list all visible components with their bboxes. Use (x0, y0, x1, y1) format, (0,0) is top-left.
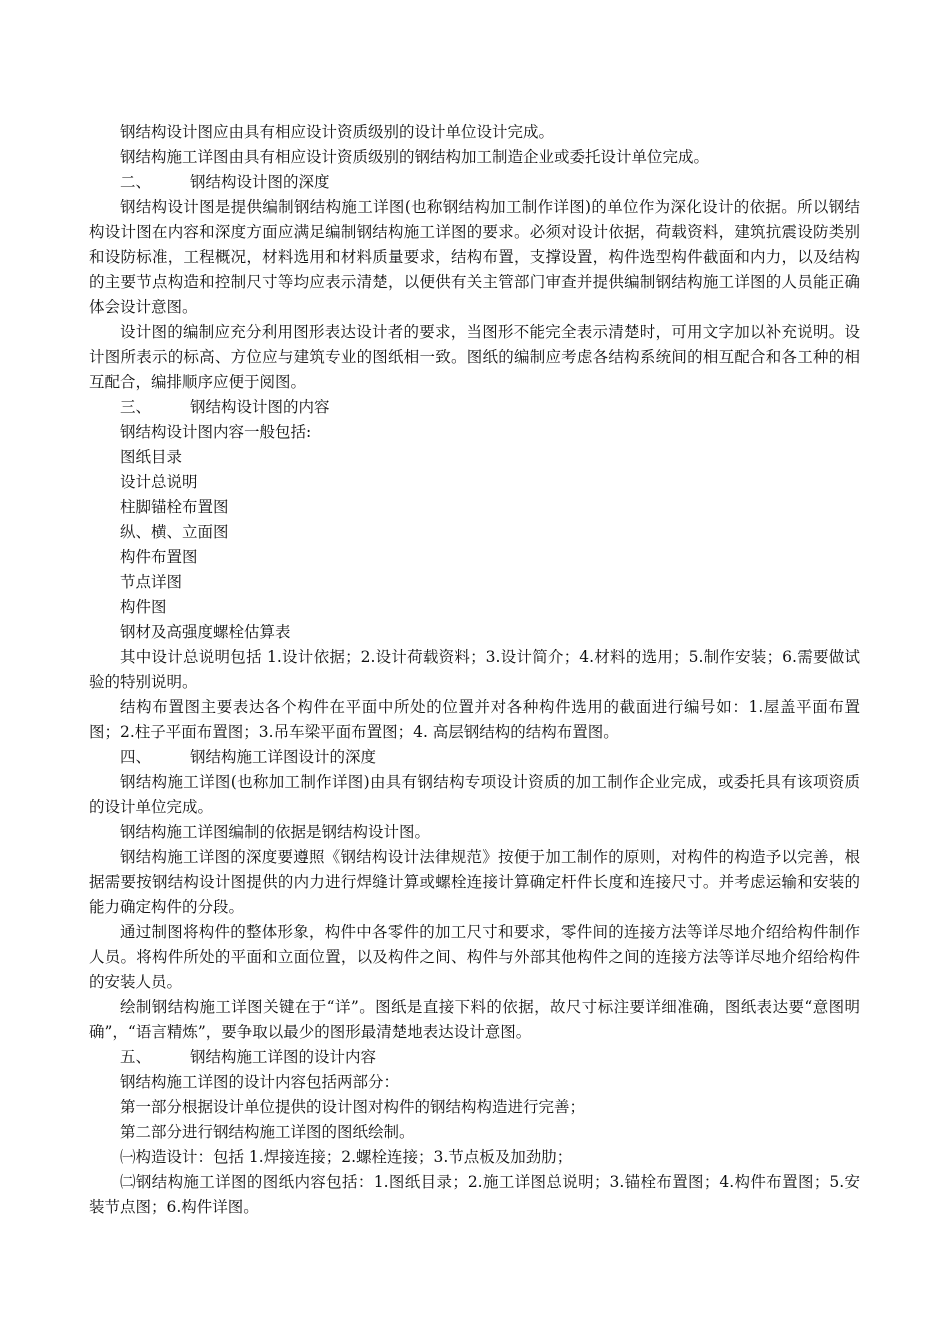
paragraph: 通过制图将构件的整体形象，构件中各零件的加工尺寸和要求，零件间的连接方法等详尽地介绍给构件制作人员。将构件所处的平面和立面位置，以及构件之间、构件与外部其他构件之间的连接方法等详尽地介绍给构件的安装人员。 (89, 923, 860, 991)
section-number: 五、 (120, 1048, 152, 1066)
section-heading (89, 745, 860, 770)
paragraph: 钢结构施工详图(也称加工制作详图)由具有钢结构专项设计资质的加工制作企业完成，或委托具有该项资质的设计单位完成。 (89, 773, 860, 816)
section-heading (89, 170, 860, 195)
paragraph: 构件布置图 (120, 548, 198, 566)
paragraph: 柱脚锚栓布置图 (120, 498, 229, 516)
section-heading (89, 395, 860, 420)
paragraph: 钢结构施工详图由具有相应设计资质级别的钢结构加工制造企业或委托设计单位完成。 (120, 148, 710, 166)
paragraph: 结构布置图主要表达各个构件在平面中所处的位置并对各种构件选用的截面进行编号如：1.屋盖平面布置图；2.柱子平面布置图；3.吊车梁平面布置图；4. 高层钢结构的结构布置图。 (89, 698, 860, 741)
paragraph: 图纸目录 (120, 448, 183, 466)
section-title: 钢结构设计图的内容 (190, 398, 330, 416)
paragraph: 钢结构施工详图的设计内容包括两部分： (120, 1073, 400, 1091)
section-heading (89, 1045, 860, 1070)
section-title: 钢结构施工详图设计的深度 (190, 748, 377, 766)
paragraph: ㈡钢结构施工详图的图纸内容包括：1.图纸目录；2.施工详图总说明；3.锚栓布置图；4.构件布置图；5.安装节点图；6.构件详图。 (89, 1173, 860, 1216)
paragraph: 第一部分根据设计单位提供的设计图对构件的钢结构构造进行完善； (120, 1098, 586, 1116)
section-title: 钢结构施工详图的设计内容 (190, 1048, 377, 1066)
paragraph: 钢结构设计图是提供编制钢结构施工详图(也称钢结构加工制作详图)的单位作为深化设计的依据。所以钢结构设计图在内容和深度方面应满足编制钢结构施工详图的要求。必须对设计依据，荷载资料，建筑抗震设防类别和设防标准，工程概况，材料选用和材料质量要求，结构布置，支撑设置，构件选型构件截面和内力，以及结构的主要节点构造和控制尺寸等均应表示清楚，以便供有关主管部门审查并提供编制钢结构施工详图的人员能正确体会设计意图。 (89, 198, 860, 316)
section-number: 二、 (120, 173, 152, 191)
document-page (89, 120, 860, 1220)
section-number: 三、 (120, 398, 152, 416)
paragraph: 钢结构设计图应由具有相应设计资质级别的设计单位设计完成。 (120, 123, 555, 141)
paragraph: 钢材及高强度螺栓估算表 (120, 623, 291, 641)
section-number: 四、 (120, 748, 152, 766)
paragraph: 钢结构施工详图的深度要遵照《钢结构设计法律规范》按便于加工制作的原则，对构件的构造予以完善，根据需要按钢结构设计图提供的内力进行焊缝计算或螺栓连接计算确定杆件长度和连接尺寸。并考虑运输和安装的能力确定构件的分段。 (89, 848, 860, 916)
paragraph: 构件图 (120, 598, 167, 616)
paragraph: 设计总说明 (120, 473, 198, 491)
paragraph: 钢结构施工详图编制的依据是钢结构设计图。 (120, 823, 431, 841)
paragraph: 设计图的编制应充分利用图形表达设计者的要求，当图形不能完全表示清楚时，可用文字加以补充说明。设计图所表示的标高、方位应与建筑专业的图纸相一致。图纸的编制应考虑各结构系统间的相互配合和各工种的相互配合，编排顺序应便于阅图。 (89, 323, 860, 391)
paragraph: 钢结构设计图内容一般包括: (120, 423, 312, 441)
paragraph: 其中设计总说明包括 1.设计依据；2.设计荷载资料；3.设计简介；4.材料的选用；5.制作安装；6.需要做试验的特别说明。 (89, 648, 860, 691)
section-title: 钢结构设计图的深度 (190, 173, 330, 191)
paragraph: 纵、横、立面图 (120, 523, 229, 541)
paragraph: ㈠构造设计：包括 1.焊接连接；2.螺栓连接；3.节点板及加劲肋； (120, 1148, 573, 1166)
paragraph: 第二部分进行钢结构施工详图的图纸绘制。 (120, 1123, 415, 1141)
paragraph: 节点详图 (120, 573, 183, 591)
paragraph: 绘制钢结构施工详图关键在于“详”。图纸是直接下料的依据，故尺寸标注要详细准确，图纸表达要“意图明确”，“语言精炼”，要争取以最少的图形最清楚地表达设计意图。 (89, 998, 860, 1041)
